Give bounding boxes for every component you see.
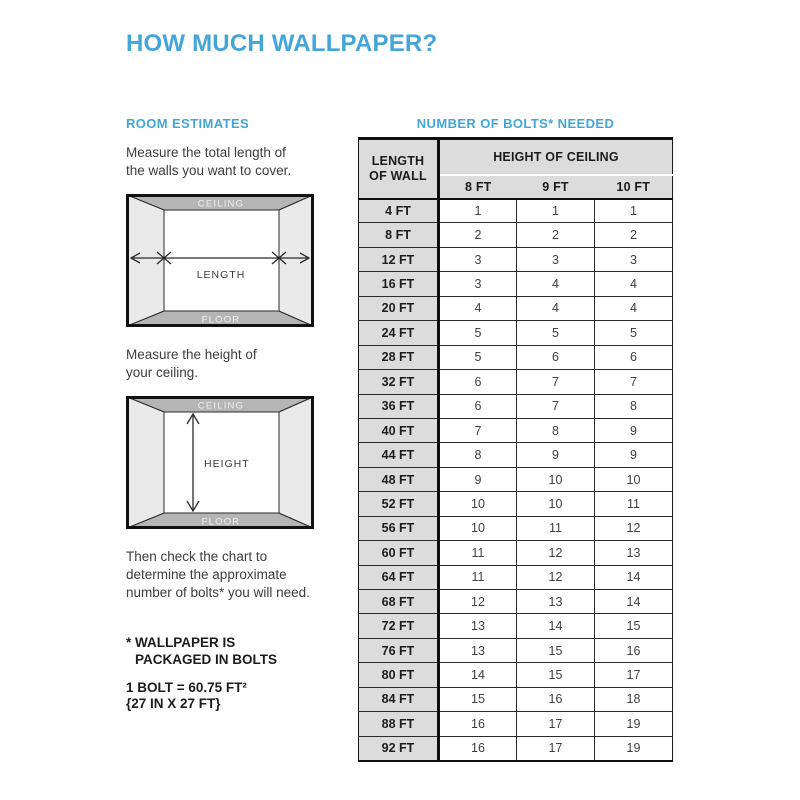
bolt-count-cell: 5 [439, 321, 517, 345]
bolt-count-cell: 6 [595, 345, 673, 369]
table-row [359, 638, 673, 662]
ceiling-label: CEILING [197, 400, 245, 412]
table-row [359, 247, 673, 271]
table-row [359, 199, 673, 223]
bolt-count-cell: 9 [595, 443, 673, 467]
measure-length-instruction [126, 144, 291, 180]
left-wall-panel [127, 397, 164, 528]
bolt-count-cell: 12 [439, 590, 517, 614]
bolt-count-cell: 16 [439, 736, 517, 760]
bolt-count-cell: 3 [595, 247, 673, 271]
wall-header-line: LENGTH [371, 153, 425, 168]
bolt-count-cell: 7 [517, 394, 595, 418]
wall-length-cell: 76 FT [359, 638, 439, 662]
bolt-count-cell: 14 [595, 590, 673, 614]
col-header-10ft: 10 FT [595, 175, 673, 199]
height-of-ceiling-header: HEIGHT OF CEILING [439, 139, 673, 175]
bolt-count-cell: 12 [517, 565, 595, 589]
table-row [359, 516, 673, 540]
col-header-8ft: 8 FT [439, 175, 517, 199]
bolt-count-cell: 5 [439, 345, 517, 369]
wall-length-cell: 60 FT [359, 541, 439, 565]
table-row [359, 345, 673, 369]
bolt-count-cell: 10 [517, 492, 595, 516]
bolt-count-cell: 2 [595, 223, 673, 247]
bolt-count-cell: 4 [439, 296, 517, 320]
table-row [359, 443, 673, 467]
bolt-count-cell: 16 [595, 638, 673, 662]
bolt-count-cell: 18 [595, 687, 673, 711]
col-header-9ft: 9 FT [517, 175, 595, 199]
length-label: LENGTH [196, 269, 246, 281]
bolt-count-cell: 5 [517, 321, 595, 345]
floor-label: FLOOR [201, 314, 241, 326]
bolt-size-info [126, 680, 247, 712]
wall-length-cell: 84 FT [359, 687, 439, 711]
bolt-count-cell: 7 [595, 370, 673, 394]
bolt-count-cell: 14 [517, 614, 595, 638]
bolt-count-cell: 16 [517, 687, 595, 711]
instruction-line: Measure the height of [126, 347, 257, 362]
footnote-line: PACKAGED IN BOLTS [135, 651, 278, 667]
bolt-count-cell: 2 [517, 223, 595, 247]
bolt-count-cell: 16 [439, 712, 517, 736]
wall-length-cell: 8 FT [359, 223, 439, 247]
bolt-count-cell: 12 [517, 541, 595, 565]
bolt-count-cell: 17 [595, 663, 673, 687]
instruction-line: Measure the total length of [126, 145, 286, 160]
bolt-count-cell: 15 [517, 638, 595, 662]
bolt-size-line: {27 IN X 27 FT} [126, 696, 221, 711]
bolt-count-cell: 13 [439, 614, 517, 638]
wall-length-cell: 28 FT [359, 345, 439, 369]
wall-length-cell: 24 FT [359, 321, 439, 345]
bolts-table [358, 137, 673, 762]
bolts-table-container [358, 137, 673, 762]
bolt-count-cell: 10 [595, 467, 673, 491]
height-label: HEIGHT [204, 458, 250, 470]
table-row [359, 736, 673, 760]
ceiling-label: CEILING [197, 198, 245, 210]
bolt-size-line: 1 BOLT = 60.75 FT² [126, 680, 247, 695]
bolt-count-cell: 9 [595, 418, 673, 442]
bolt-count-cell: 10 [439, 516, 517, 540]
bolt-count-cell: 6 [439, 394, 517, 418]
bolts-table-body [359, 199, 673, 761]
right-wall-panel [279, 397, 313, 528]
table-row [359, 712, 673, 736]
table-row [359, 590, 673, 614]
bolt-count-cell: 5 [595, 321, 673, 345]
table-row [359, 565, 673, 589]
wall-length-header [359, 139, 439, 199]
bolt-count-cell: 11 [439, 541, 517, 565]
bolt-count-cell: 4 [517, 296, 595, 320]
wall-length-cell: 4 FT [359, 199, 439, 223]
bolt-count-cell: 11 [439, 565, 517, 589]
bolt-count-cell: 1 [439, 199, 517, 223]
bolt-count-cell: 3 [517, 247, 595, 271]
table-row [359, 418, 673, 442]
bolt-count-cell: 2 [439, 223, 517, 247]
ceiling-height-diagram [126, 396, 314, 529]
bolt-count-cell: 6 [439, 370, 517, 394]
bolt-count-cell: 10 [439, 492, 517, 516]
instruction-line: your ceiling. [126, 365, 199, 380]
table-row [359, 223, 673, 247]
wall-length-cell: 92 FT [359, 736, 439, 760]
wall-length-cell: 20 FT [359, 296, 439, 320]
floor-label: FLOOR [201, 516, 241, 528]
table-row [359, 541, 673, 565]
bolt-count-cell: 1 [517, 199, 595, 223]
room-estimates-heading: ROOM ESTIMATES [126, 116, 250, 131]
bolt-count-cell: 3 [439, 247, 517, 271]
wall-length-cell: 40 FT [359, 418, 439, 442]
left-wall-panel [127, 195, 164, 326]
footnote-line: * WALLPAPER IS [126, 635, 236, 650]
bolt-count-cell: 13 [517, 590, 595, 614]
bolt-count-cell: 13 [439, 638, 517, 662]
room-length-diagram [126, 194, 314, 327]
bolt-count-cell: 15 [439, 687, 517, 711]
back-wall-panel [164, 210, 279, 311]
instruction-line: determine the approximate [126, 567, 287, 582]
page-title: HOW MUCH WALLPAPER? [126, 30, 438, 57]
table-row [359, 687, 673, 711]
bolt-count-cell: 9 [517, 443, 595, 467]
table-row [359, 321, 673, 345]
right-wall-panel [279, 195, 313, 326]
bolt-count-cell: 6 [517, 345, 595, 369]
bolt-count-cell: 19 [595, 712, 673, 736]
bolt-count-cell: 4 [595, 272, 673, 296]
wall-length-cell: 64 FT [359, 565, 439, 589]
bolt-count-cell: 4 [595, 296, 673, 320]
table-row [359, 663, 673, 687]
bolt-count-cell: 14 [595, 565, 673, 589]
wall-length-cell: 16 FT [359, 272, 439, 296]
bolt-count-cell: 4 [517, 272, 595, 296]
wall-length-cell: 32 FT [359, 370, 439, 394]
bolt-count-cell: 17 [517, 712, 595, 736]
bolt-count-cell: 8 [517, 418, 595, 442]
bolt-count-cell: 11 [595, 492, 673, 516]
instruction-line: number of bolts* you will need. [126, 585, 310, 600]
table-row [359, 370, 673, 394]
wall-length-cell: 72 FT [359, 614, 439, 638]
wall-length-cell: 56 FT [359, 516, 439, 540]
wall-length-cell: 48 FT [359, 467, 439, 491]
bolt-count-cell: 11 [517, 516, 595, 540]
bolt-count-cell: 15 [517, 663, 595, 687]
bolt-count-cell: 13 [595, 541, 673, 565]
table-row [359, 272, 673, 296]
bolt-count-cell: 9 [439, 467, 517, 491]
instruction-line: Then check the chart to [126, 549, 268, 564]
instruction-line: the walls you want to cover. [126, 163, 292, 178]
wall-header-line: OF WALL [369, 168, 427, 183]
bolts-footnote [126, 635, 277, 668]
table-row [359, 296, 673, 320]
bolt-count-cell: 7 [517, 370, 595, 394]
table-row [359, 614, 673, 638]
bolt-count-cell: 1 [595, 199, 673, 223]
wall-length-cell: 36 FT [359, 394, 439, 418]
table-header-row [359, 139, 673, 175]
bolt-count-cell: 8 [595, 394, 673, 418]
bolt-count-cell: 12 [595, 516, 673, 540]
table-row [359, 394, 673, 418]
bolt-count-cell: 7 [439, 418, 517, 442]
check-chart-instruction [126, 548, 310, 602]
wall-length-cell: 68 FT [359, 590, 439, 614]
wall-length-cell: 88 FT [359, 712, 439, 736]
table-row [359, 467, 673, 491]
bolt-count-cell: 19 [595, 736, 673, 760]
bolt-count-cell: 15 [595, 614, 673, 638]
measure-height-instruction [126, 346, 257, 382]
bolt-count-cell: 10 [517, 467, 595, 491]
wall-length-cell: 52 FT [359, 492, 439, 516]
wall-length-cell: 44 FT [359, 443, 439, 467]
bolt-count-cell: 8 [439, 443, 517, 467]
table-row [359, 492, 673, 516]
bolt-count-cell: 14 [439, 663, 517, 687]
bolt-count-cell: 17 [517, 736, 595, 760]
wall-length-cell: 80 FT [359, 663, 439, 687]
bolt-count-cell: 3 [439, 272, 517, 296]
bolts-needed-heading: NUMBER OF BOLTS* NEEDED [416, 116, 615, 131]
wall-length-cell: 12 FT [359, 247, 439, 271]
